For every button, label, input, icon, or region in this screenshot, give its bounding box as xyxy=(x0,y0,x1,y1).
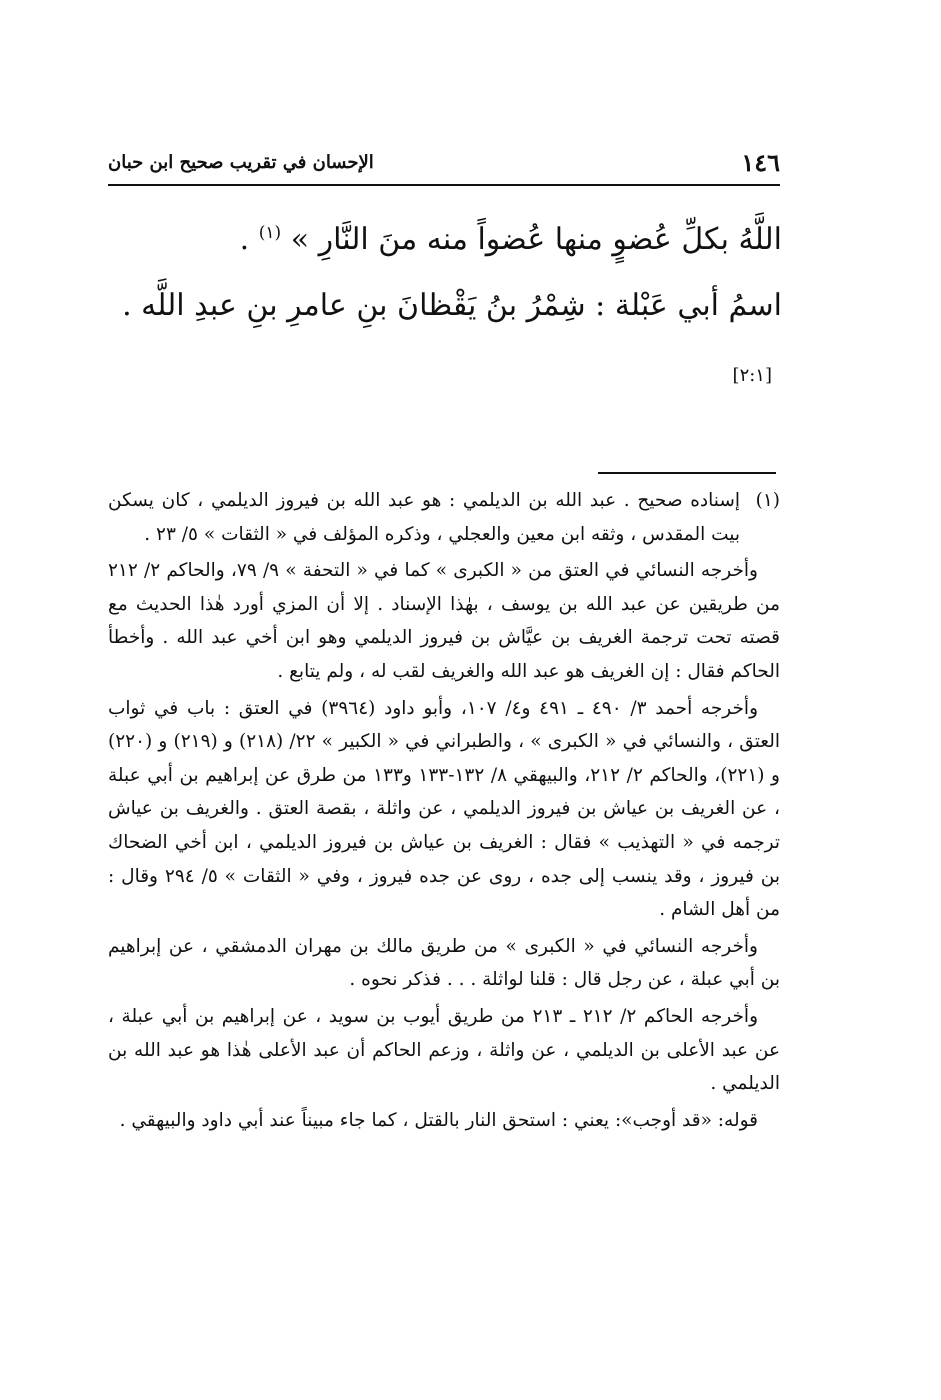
hadith-reference: [٢:١] xyxy=(732,365,772,386)
footnote-number: (١) xyxy=(755,490,780,511)
running-title: الإحسان في تقريب صحيح ابن حبان xyxy=(108,152,374,173)
footnote-paragraph: قوله: «قد أوجب»: يعني : استحق النار بالقتل ، كما جاء مبيناً عند أبي داود والبيهقي . xyxy=(119,1109,758,1131)
hadith-line-2 xyxy=(100,273,782,409)
footnote-paragraph: وأخرجه الحاكم ٢/ ٢١٢ ـ ٢١٣ من طريق أيوب بن سويد ، عن إبراهيم بن أبي عبلة ، عن عبد الأعلى بن الديلمي ، عن واثلة ، وزعم الحاكم أن عبد الأعلى هٰذا هو عبد الله بن الديلمي . xyxy=(108,1005,780,1095)
page-number: ١٤٦ xyxy=(741,148,780,177)
footnote-divider xyxy=(598,472,776,474)
footnote-marker: (١) xyxy=(258,223,282,243)
footnote-text: إسناده صحيح . عبد الله بن الديلمي : هو عبد الله بن فيروز الديلمي ، كان يسكن بيت المقدس ، وثقه ابن معين والعجلي ، وذكره المؤلف في « الثقات » ٥/ ٢٣ . xyxy=(108,490,740,545)
hadith-line-1-text: اللَّهُ بكلِّ عُضوٍ منها عُضواً منه منَ النَّارِ » xyxy=(290,222,782,257)
hadith-line-1-end: . xyxy=(239,222,250,257)
hadith-line-2-text: اسمُ أبي عَبْلة : شِمْرُ بنُ يَقْظانَ بنِ عامرِ بنِ عبدِ اللَّه . xyxy=(122,288,782,323)
footnote-paragraph xyxy=(108,484,780,551)
footnote-paragraph: وأخرجه النسائي في « الكبرى » من طريق مالك بن مهران الدمشقي ، عن إبراهيم بن أبي عبلة ، عن رجل قال : قلنا لواثلة . . . فذكر نحوه . xyxy=(108,935,780,991)
page-header xyxy=(108,148,780,186)
footnote-paragraph: وأخرجه أحمد ٣/ ٤٩٠ ـ ٤٩١ و٤/ ١٠٧، وأبو داود (٣٩٦٤) في العتق : باب في ثواب العتق ، والنسائي في « الكبرى » ، والطبراني في « الكبير » ٢٢/ (٢١٨) و (٢١٩) و (٢٢٠) و (٢٢١)، والحاكم ٢/ ٢١٢، والبيهقي ٨/ ١٣٢-١٣٣ و١٣٣ من طرق عن إبراهيم بن أبي عبلة ، عن الغريف بن عياش بن فيروز الديلمي ، عن واثلة ، بقصة العتق . والغريف بن عياش ترجمه في « التهذيب » فقال : الغريف بن عياش بن فيروز الديلمي ، ابن أخي الضحاك بن فيروز ، وقد ينسب إلى جده ، روى عن جده فيروز ، وفي « الثقات » ٥/ ٢٩٤ وقال : من أهل الشام . xyxy=(108,697,780,921)
footnotes xyxy=(108,484,780,1140)
hadith-text xyxy=(100,200,782,409)
footnote-paragraph: وأخرجه النسائي في العتق من « الكبرى » كما في « التحفة » ٩/ ٧٩، والحاكم ٢/ ٢١٢ من طريقين عن عبد الله بن يوسف ، بهٰذا الإسناد . إلا أن المزي أورد هٰذا الحديث مع قصته تحت ترجمة الغريف بن عيَّاش بن فيروز الديلمي وهو ابن أخي عبد الله . وأخطأ الحاكم فقال : إن الغريف هو عبد الله والغريف لقب له ، ولم يتابع . xyxy=(108,560,780,682)
hadith-line-1 xyxy=(100,200,782,273)
